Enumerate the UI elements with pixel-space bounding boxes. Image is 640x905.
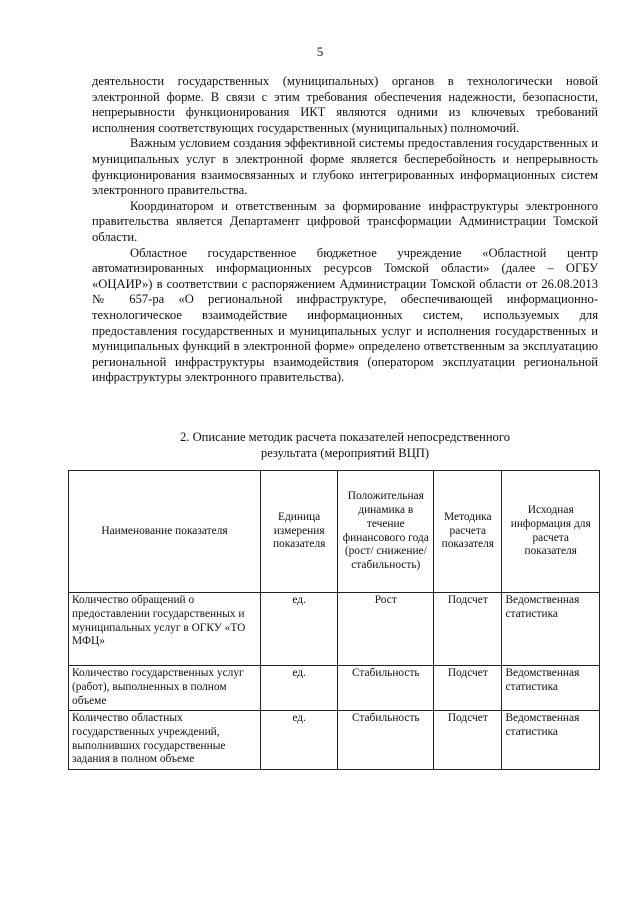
indicators-table (68, 470, 600, 770)
table-row (69, 593, 600, 666)
table-header-row (69, 471, 600, 593)
row-2-dynamics: Стабильность (338, 666, 434, 711)
section-title (92, 430, 598, 461)
paragraph-4: Областное государственное бюджетное учреждение «Областной центр автоматизированных информационных ресурсов Томской области» (далее – ОГБУ «ОЦАИР») в соответствии с распоряжением Администрации Томской области от 26.08.2013 № 657-ра «О региональной инфраструктуре, обеспечивающей информационно-технологическое взаимодействие информационных систем, используемых для предоставления государственных и муниципальных услуг и исполнения государственных и муниципальных функций в электронной форме» определено ответственным за эксплуатацию региональной инфраструктуры взаимодействия (оператором эксплуатации региональной инфраструктуры электронного правительства). (92, 245, 598, 385)
header-source: Исходная информация для расчета показателя (502, 471, 600, 593)
header-unit: Единица измерения показателя (260, 471, 337, 593)
header-method: Методика расчета показателя (434, 471, 502, 593)
row-2-unit: ед. (260, 666, 337, 711)
row-1-unit: ед. (260, 593, 337, 666)
row-3-name: Количество областных государственных учреждений, выполнивших государственные задания в полном объеме (69, 711, 261, 770)
row-2-source: Ведомственная статистика (502, 666, 600, 711)
paragraph-1: деятельности государственных (муниципальных) органов в технологически новой электронной форме. В связи с этим требования обеспечения надежности, безопасности, непрерывности функционирования ИКТ являются одними из ключевых требований исполнения соответствующих государственных (муниципальных) полномочий. (92, 74, 598, 135)
table-row (69, 666, 600, 711)
table-row (69, 711, 600, 770)
header-name: Наименование показателя (69, 471, 261, 593)
header-dynamics: Положительная динамика в течение финансового года (рост/ снижение/ стабильность) (338, 471, 434, 593)
row-3-unit: ед. (260, 711, 337, 770)
body-text (92, 74, 598, 386)
row-2-name: Количество государственных услуг (работ), выполненных в полном объеме (69, 666, 261, 711)
row-3-dynamics: Стабильность (338, 711, 434, 770)
row-1-source: Ведомственная статистика (502, 593, 600, 666)
row-1-name: Количество обращений о предоставлении государственных и муниципальных услуг в ОГКУ «ТО МФЦ» (69, 593, 261, 666)
row-2-method: Подсчет (434, 666, 502, 711)
row-1-method: Подсчет (434, 593, 502, 666)
row-3-source: Ведомственная статистика (502, 711, 600, 770)
row-3-method: Подсчет (434, 711, 502, 770)
page-number: 5 (316, 44, 324, 59)
paragraph-3: Координатором и ответственным за формирование инфраструктуры электронного правительства является Департамент цифровой трансформации Администрации Томской области. (92, 198, 598, 244)
row-1-dynamics: Рост (338, 593, 434, 666)
paragraph-2: Важным условием создания эффективной системы предоставления государственных и муниципальных услуг в электронной форме является бесперебойность и непрерывность функционирования взаимосвязанных и глубоко интегрированных информационных систем электронного правительства. (92, 136, 598, 198)
section-title-line-1: 2. Описание методик расчета показателей непосредственного (179, 430, 511, 444)
section-title-line-2: результата (мероприятий ВЦП) (260, 445, 430, 460)
